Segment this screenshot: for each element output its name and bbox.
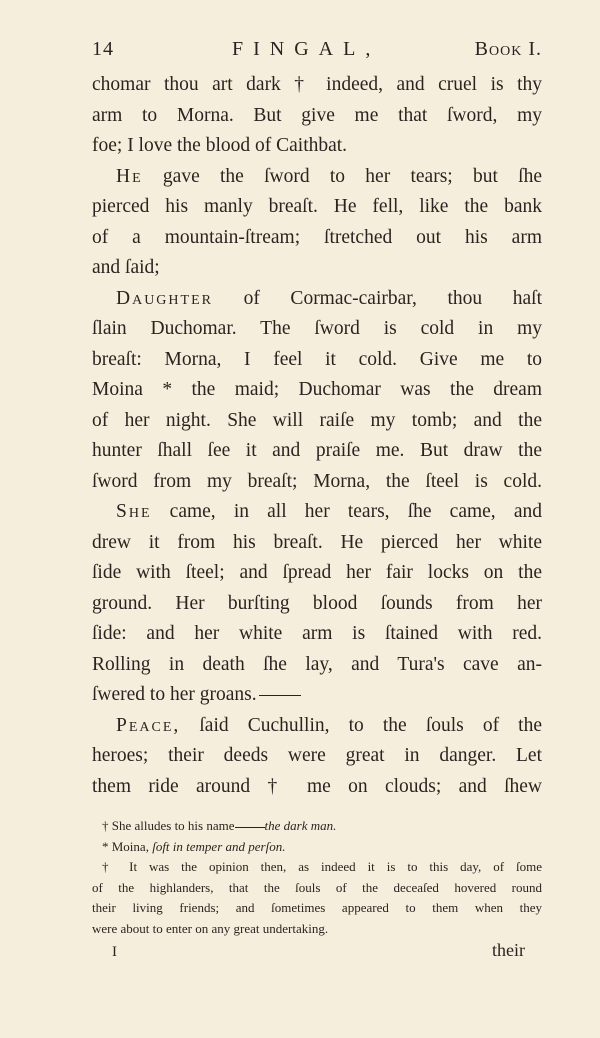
paragraph-start: Daughter of Cormac-cairbar, thou haſt <box>116 287 542 309</box>
text-line: of a mountain-ſtream; ſtretched out his arm <box>92 226 542 248</box>
running-title: FINGAL, <box>232 38 381 60</box>
catchword: their <box>492 940 525 960</box>
text-line: ground. Her burſting blood ſounds from her <box>92 592 542 614</box>
text-line: breaſt: Morna, I feel it cold. Give me to <box>92 348 542 370</box>
footnote-line: † It was the opinion then, as indeed it is to this day, of ſome <box>102 859 542 874</box>
main-text <box>92 70 542 802</box>
signature-mark: I <box>112 944 117 960</box>
text-line: and ſaid; <box>92 257 160 278</box>
paragraph-start: She came, in all her tears, ſhe came, and <box>116 501 542 522</box>
text-line: chomar thou art dark † indeed, and cruel is thy <box>92 74 542 95</box>
footnote: * Moina, ſoft in temper and perſon. <box>102 838 286 854</box>
section-dash <box>259 695 301 696</box>
text-line: pierced his manly breaſt. He fell, like the bank <box>92 196 542 217</box>
text-line: them ride around † me on clouds; and ſhew <box>92 775 542 797</box>
paragraph-lead: She <box>116 501 152 522</box>
paragraph-start: He gave the ſword to her tears; but ſhe <box>116 165 542 187</box>
running-header <box>92 38 542 68</box>
footnote-line: of the highlanders, that the ſouls of the deceaſed hovered round <box>92 879 542 895</box>
paragraph-lead: He <box>116 165 143 187</box>
text-line: heroes; their deeds were great in danger. Let <box>92 745 542 766</box>
text-line: ſwered to her groans. <box>92 680 542 711</box>
book-label: Book I. <box>474 38 542 60</box>
text-line: arm to Morna. But give me that ſword, my <box>92 104 542 126</box>
paragraph-start: Peace, ſaid Cuchullin, to the ſouls of the <box>116 714 542 736</box>
text-line: ſlain Duchomar. The ſword is cold in my <box>92 318 542 339</box>
footnote-line: were about to enter on any great undertaking. <box>92 920 329 936</box>
text-line: foe; I love the blood of Caithbat. <box>92 135 348 156</box>
text-line: of her night. She will raiſe my tomb; and the <box>92 409 542 431</box>
text-line: ſide with ſteel; and ſpread her fair locks on the <box>92 562 542 583</box>
text-line: ſword from my breaſt; Morna, the ſteel is cold. <box>92 470 542 492</box>
page-number: 14 <box>92 38 114 60</box>
text-line: Rolling in death ſhe lay, and Tura's cave an- <box>92 653 542 675</box>
text-line: ſide: and her white arm is ſtained with red. <box>92 623 542 644</box>
footnote: † She alludes to his name the dark man. <box>102 818 337 833</box>
paragraph-lead: Daughter <box>116 287 213 309</box>
paragraph-lead: Peace, <box>116 714 181 736</box>
footnote-dash <box>235 827 265 828</box>
footnote-line: their living friends; and ſometimes appeared to them when they <box>92 900 542 915</box>
footnotes <box>92 816 542 939</box>
text-line: drew it from his breaſt. He pierced her white <box>92 531 542 553</box>
text-line: hunter ſhall ſee it and praiſe me. But draw the <box>92 440 542 461</box>
text-line: Moina * the maid; Duchomar was the dream <box>92 379 542 400</box>
